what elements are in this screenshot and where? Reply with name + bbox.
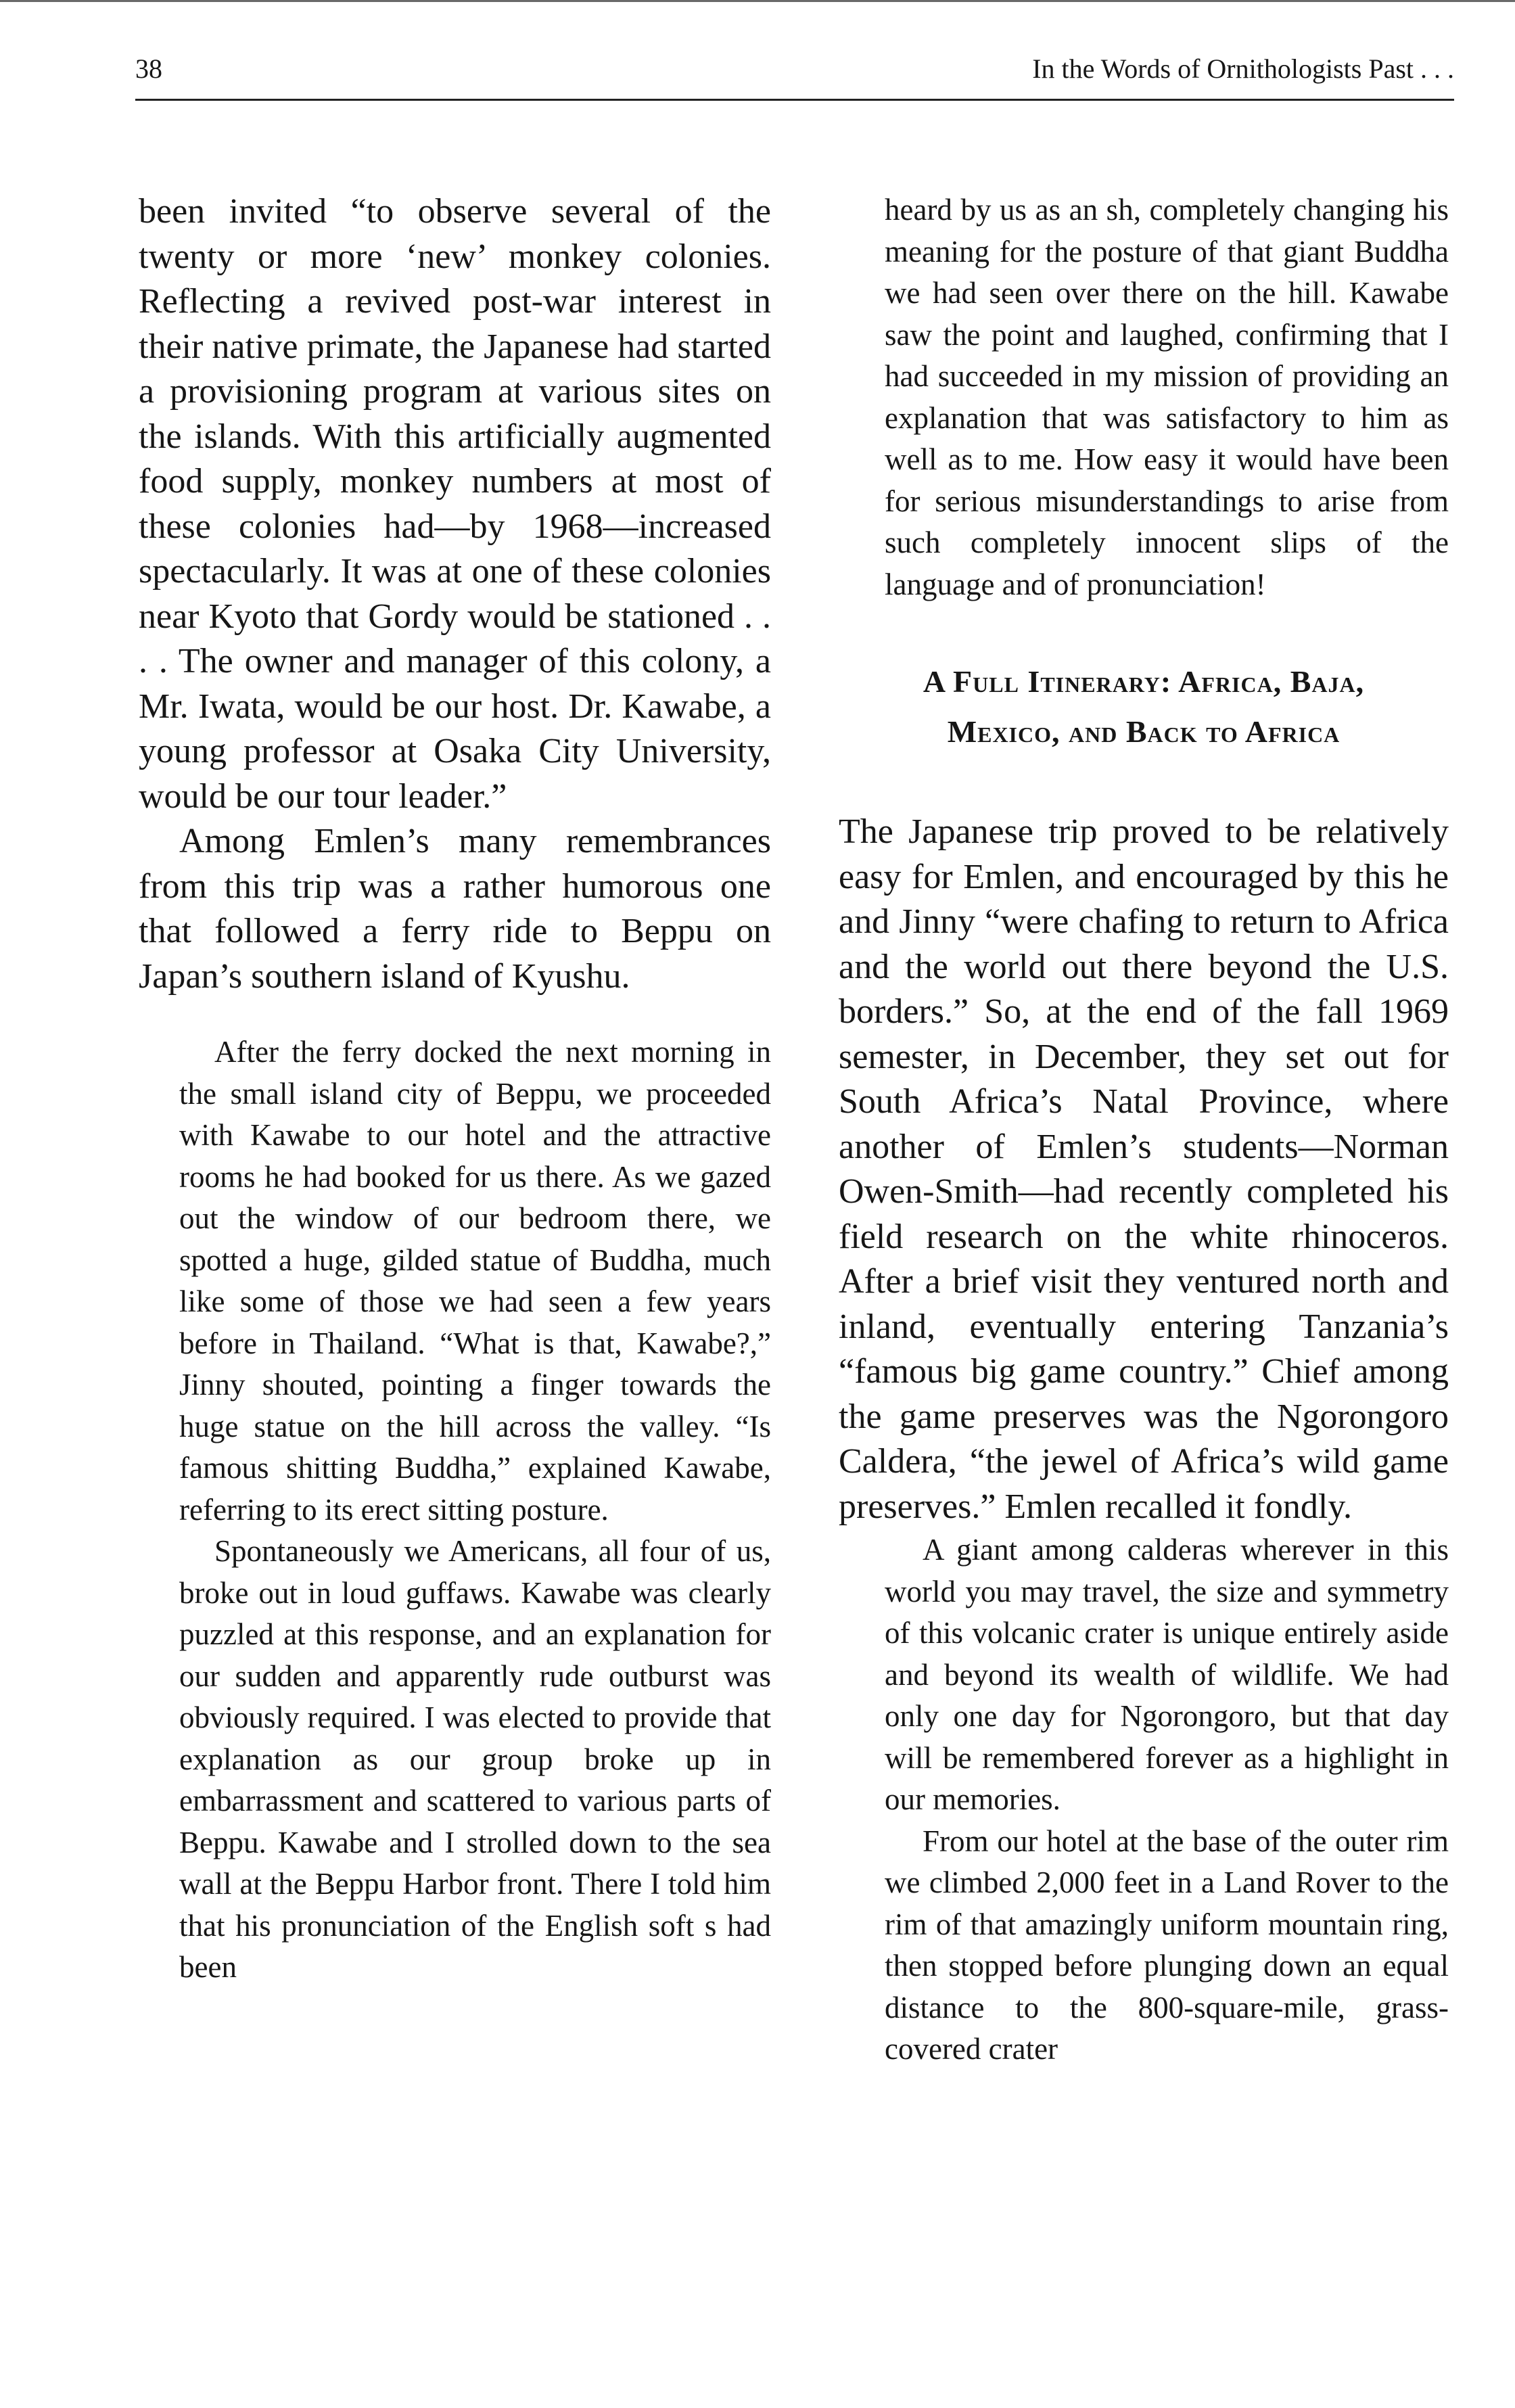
page-number: 38 (135, 53, 162, 84)
left-column (139, 189, 771, 1989)
section-heading-line-1: A Full Itinerary: Africa, Baja, (923, 664, 1365, 699)
section-heading (839, 657, 1449, 757)
top-border-rule (0, 0, 1515, 2)
body-paragraph-2: Among Emlen’s many remembrances from this trip was a rather humorous one that followed a ferry ride to Beppu on Japan’s southern island of Kyushu. (139, 822, 771, 996)
section-heading-line-2: Mexico, and Back to Africa (947, 714, 1341, 749)
spacer (139, 999, 771, 1032)
block-quote-ngorongoro (839, 1529, 1449, 2070)
page-header (135, 53, 1454, 107)
block-quote-paragraph-3: A giant among calderas wherever in this world you may travel, the size and symmetry of this volcanic crater is unique entirely aside and beyond its wealth of wildlife. We had only one day for Ngorongoro, but that day will be remembered forever as a highlight in our memories. (885, 1533, 1449, 1816)
block-quote-beppu (139, 1032, 771, 1989)
body-paragraph-3: The Japanese trip proved to be relatively easy for Emlen, and encouraged by this he and Jinny “were chafing to return to Africa and the world out there beyond the U.S. borders.” So, at the end of the fall 1969 semester, in December, they set out for South Africa’s Natal Province, where another of Emlen’s students—Norman Owen-Smith—had recently completed his field research on the white rhinoceros. After a brief visit they ventured north and inland, eventually entering Tanzania’s “famous big game country.” Chief among the game preserves was the Ngorongoro Caldera, “the jewel of Africa’s wild game preserves.” Emlen recalled it fondly. (839, 812, 1449, 1526)
body-paragraph-1: been invited “to observe several of the twenty or more ‘new’ monkey colonies. Reflecting a revived post-war interest in their native primate, the Japanese had started a provisioning program at various sites on the islands. With this artificially augmented food supply, monkey numbers at most of these colonies had—by 1968—increased spectacularly. It was at one of these colonies near Kyoto that Gordy would be stationed . . . . The owner and manager of this colony, a Mr. Iwata, would be our host. Dr. Kawabe, a young professor at Osaka City University, would be our tour leader.” (139, 192, 771, 816)
block-quote-paragraph-1: After the ferry docked the next morning in the small island city of Beppu, we proceeded with Kawabe to our hotel and the attractive rooms he had booked for us there. As we gazed out the window of our bedroom there, we spotted a huge, gilded statue of Buddha, much like some of those we had seen a few years before in Thailand. “What is that, Kawabe?,” Jinny shouted, pointing a finger towards the huge statue on the hill across the valley. “Is famous shitting Buddha,” explained Kawabe, referring to its erect sitting posture. (179, 1035, 771, 1527)
block-quote-continued-paragraph: heard by us as an sh, completely changing his meaning for the posture of that giant Buddha we had seen over there on the hill. Kawabe saw the point and laughed, confirming that I had succeeded in my mission of providing an explanation that was satisfactory to him as well as to me. How easy it would have been for serious misunderstandings to arise from such completely innocent slips of the language and of pronunciation! (885, 193, 1449, 601)
block-quote-paragraph-2: Spontaneously we Americans, all four of us, broke out in loud guffaws. Kawabe was clearly puzzled at this response, and an explanation for our sudden and apparently rude outburst was obviously required. I was elected to provide that explanation as our group broke up in embarrassment and scattered to various parts of Beppu. Kawabe and I strolled down to the sea wall at the Beppu Harbor front. There I told him that his pronunciation of the English soft s had been (179, 1534, 771, 1984)
block-quote-continuation (839, 189, 1449, 605)
header-rule (135, 99, 1454, 101)
running-head: In the Words of Ornithologists Past . . . (1032, 53, 1454, 84)
right-column (839, 189, 1449, 2070)
block-quote-paragraph-4: From our hotel at the base of the outer rim we climbed 2,000 feet in a Land Rover to the rim of that amazingly uniform mountain ring, then stopped before plunging down an equal distance to the 800-square-mile, grass-covered crater (885, 1824, 1449, 2066)
